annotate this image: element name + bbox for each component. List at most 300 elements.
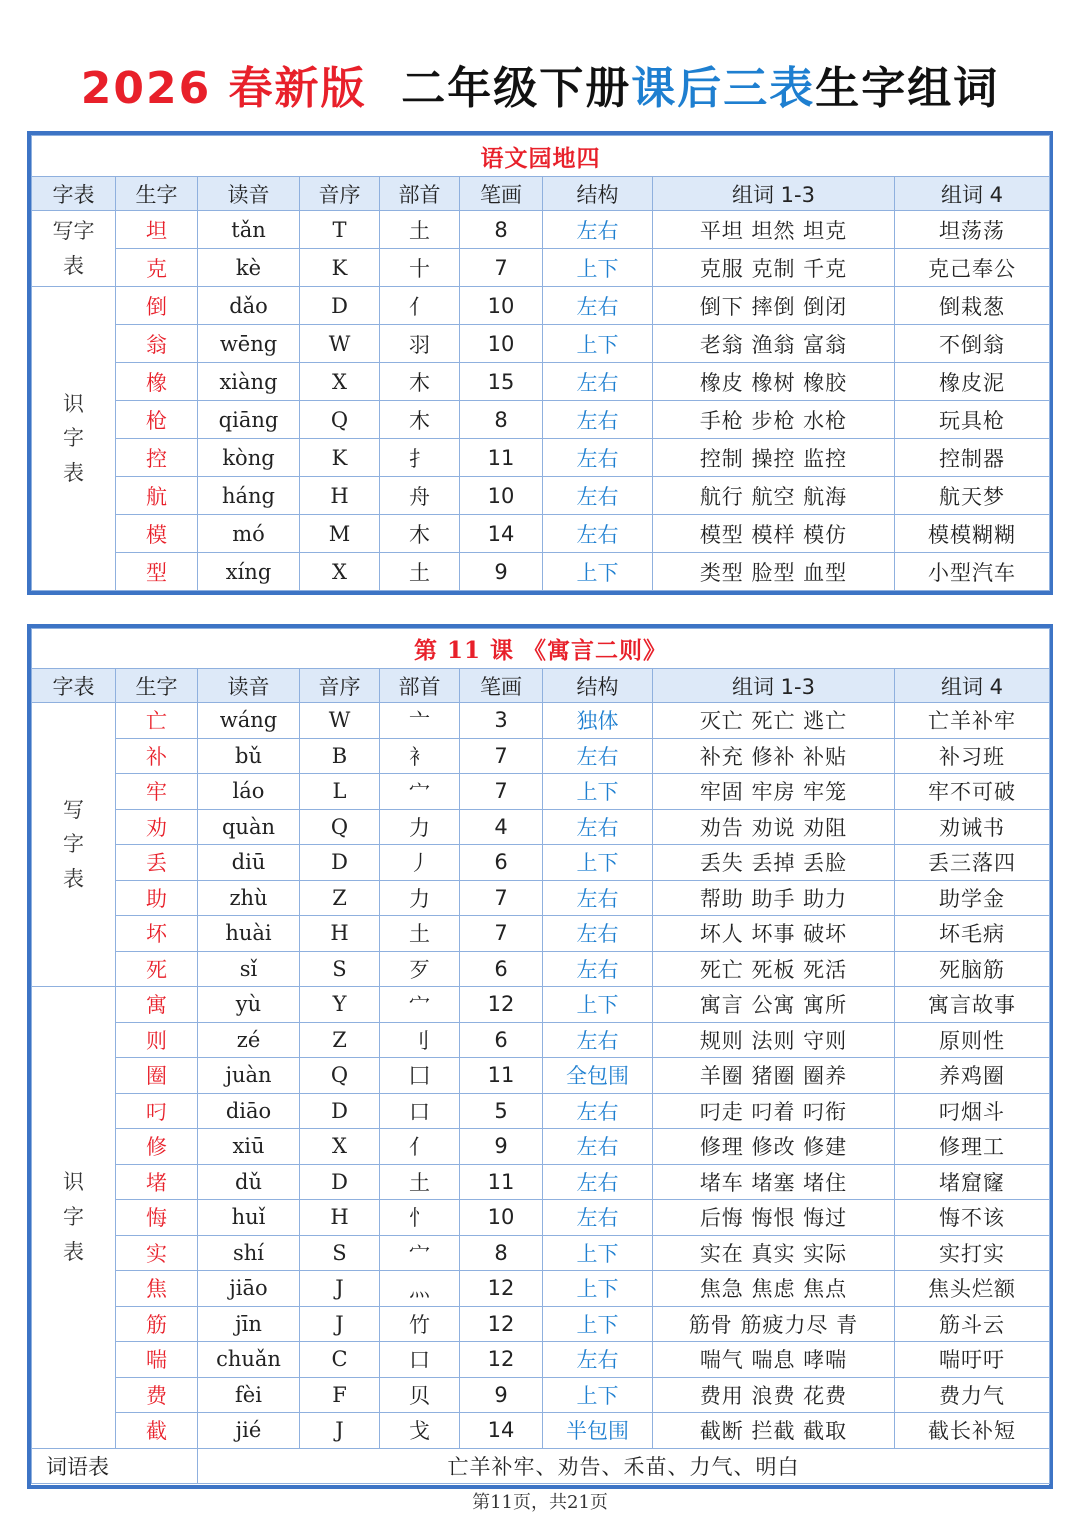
word4-cell: 悔不该 bbox=[895, 1200, 1050, 1236]
radical-cell: 土 bbox=[380, 916, 460, 952]
pinyin-cell: kòng bbox=[198, 439, 300, 477]
radical-cell: 丿 bbox=[380, 845, 460, 881]
char-cell: 悔 bbox=[116, 1200, 198, 1236]
words-cell: 老翁 渔翁 富翁 bbox=[653, 325, 895, 363]
word4-cell: 养鸡圈 bbox=[895, 1058, 1050, 1094]
strokes-cell: 8 bbox=[460, 1235, 543, 1271]
page-title bbox=[0, 52, 1080, 116]
letter-cell: W bbox=[300, 325, 380, 363]
word4-cell: 叼烟斗 bbox=[895, 1093, 1050, 1129]
words-cell: 牢固 牢房 牢笼 bbox=[653, 774, 895, 810]
pinyin-cell: láo bbox=[198, 774, 300, 810]
radical-cell: 口 bbox=[380, 1342, 460, 1378]
pinyin-cell: shí bbox=[198, 1235, 300, 1271]
word4-cell: 坏毛病 bbox=[895, 916, 1050, 952]
structure-cell: 左右 bbox=[543, 1093, 653, 1129]
char-cell: 翁 bbox=[116, 325, 198, 363]
structure-cell: 上下 bbox=[543, 1271, 653, 1307]
table-row bbox=[32, 845, 1050, 881]
radical-cell: 力 bbox=[380, 809, 460, 845]
words-cell: 焦急 焦虑 焦点 bbox=[653, 1271, 895, 1307]
structure-cell: 左右 bbox=[543, 1129, 653, 1165]
group-label: 识 字 表 bbox=[32, 987, 116, 1449]
strokes-cell: 6 bbox=[460, 951, 543, 987]
table-row bbox=[32, 1058, 1050, 1094]
letter-cell: D bbox=[300, 1164, 380, 1200]
structure-cell: 左右 bbox=[543, 1164, 653, 1200]
words-cell: 补充 修补 补贴 bbox=[653, 738, 895, 774]
table-row bbox=[32, 477, 1050, 515]
pinyin-cell: mó bbox=[198, 515, 300, 553]
letter-cell: T bbox=[300, 211, 380, 249]
word4-cell: 坦荡荡 bbox=[895, 211, 1050, 249]
words-cell: 羊圈 猪圈 圈养 bbox=[653, 1058, 895, 1094]
char-cell: 费 bbox=[116, 1377, 198, 1413]
col-header-radical: 部首 bbox=[380, 177, 460, 211]
table-row bbox=[32, 916, 1050, 952]
table-row bbox=[32, 249, 1050, 287]
strokes-cell: 12 bbox=[460, 1271, 543, 1307]
pinyin-cell: zé bbox=[198, 1022, 300, 1058]
header-row bbox=[32, 669, 1050, 703]
strokes-cell: 9 bbox=[460, 1377, 543, 1413]
header-row bbox=[32, 177, 1050, 211]
table-row bbox=[32, 1164, 1050, 1200]
strokes-cell: 11 bbox=[460, 439, 543, 477]
word4-cell: 原则性 bbox=[895, 1022, 1050, 1058]
structure-cell: 上下 bbox=[543, 1235, 653, 1271]
structure-cell: 左右 bbox=[543, 951, 653, 987]
pinyin-cell: qiāng bbox=[198, 401, 300, 439]
structure-cell: 上下 bbox=[543, 553, 653, 591]
structure-cell: 上下 bbox=[543, 1306, 653, 1342]
char-cell: 喘 bbox=[116, 1342, 198, 1378]
col-header-letter: 音序 bbox=[300, 669, 380, 703]
table-row bbox=[32, 287, 1050, 325]
char-cell: 枪 bbox=[116, 401, 198, 439]
table-row bbox=[32, 1271, 1050, 1307]
pinyin-cell: quàn bbox=[198, 809, 300, 845]
pinyin-cell: kè bbox=[198, 249, 300, 287]
letter-cell: X bbox=[300, 553, 380, 591]
letter-cell: S bbox=[300, 951, 380, 987]
pinyin-cell: háng bbox=[198, 477, 300, 515]
structure-cell: 全包围 bbox=[543, 1058, 653, 1094]
words-cell: 实在 真实 实际 bbox=[653, 1235, 895, 1271]
col-header-words: 组词 1-3 bbox=[653, 669, 895, 703]
table-row bbox=[32, 439, 1050, 477]
letter-cell: J bbox=[300, 1271, 380, 1307]
char-cell: 模 bbox=[116, 515, 198, 553]
table-row bbox=[32, 325, 1050, 363]
char-cell: 坏 bbox=[116, 916, 198, 952]
word4-cell: 模模糊糊 bbox=[895, 515, 1050, 553]
words-cell: 费用 浪费 花费 bbox=[653, 1377, 895, 1413]
word4-cell: 橡皮泥 bbox=[895, 363, 1050, 401]
col-header-strokes: 笔画 bbox=[460, 177, 543, 211]
pinyin-cell: tǎn bbox=[198, 211, 300, 249]
strokes-cell: 4 bbox=[460, 809, 543, 845]
letter-cell: H bbox=[300, 1200, 380, 1236]
structure-cell: 独体 bbox=[543, 703, 653, 739]
strokes-cell: 6 bbox=[460, 845, 543, 881]
radical-cell: 亻 bbox=[380, 1129, 460, 1165]
letter-cell: Q bbox=[300, 1058, 380, 1094]
char-cell: 控 bbox=[116, 439, 198, 477]
strokes-cell: 7 bbox=[460, 880, 543, 916]
pinyin-cell: xiàng bbox=[198, 363, 300, 401]
letter-cell: F bbox=[300, 1377, 380, 1413]
structure-cell: 左右 bbox=[543, 738, 653, 774]
strokes-cell: 12 bbox=[460, 1306, 543, 1342]
char-cell: 修 bbox=[116, 1129, 198, 1165]
col-header-pinyin: 读音 bbox=[198, 177, 300, 211]
page-footer: 第11页，共21页 bbox=[472, 1492, 608, 1513]
group-label: 识 字 表 bbox=[32, 287, 116, 591]
col-header-pinyin: 读音 bbox=[198, 669, 300, 703]
word4-cell: 截长补短 bbox=[895, 1413, 1050, 1449]
radical-cell: 贝 bbox=[380, 1377, 460, 1413]
strokes-cell: 10 bbox=[460, 477, 543, 515]
words-cell: 截断 拦截 截取 bbox=[653, 1413, 895, 1449]
radical-cell: 木 bbox=[380, 363, 460, 401]
title-subject: 生字组词 bbox=[815, 63, 1000, 114]
letter-cell: D bbox=[300, 287, 380, 325]
structure-cell: 左右 bbox=[543, 439, 653, 477]
pinyin-cell: diāo bbox=[198, 1093, 300, 1129]
char-cell: 航 bbox=[116, 477, 198, 515]
section-title: 语文园地四 bbox=[32, 136, 1050, 177]
structure-cell: 左右 bbox=[543, 809, 653, 845]
strokes-cell: 10 bbox=[460, 1200, 543, 1236]
words-cell: 倒下 摔倒 倒闭 bbox=[653, 287, 895, 325]
strokes-cell: 7 bbox=[460, 738, 543, 774]
structure-cell: 上下 bbox=[543, 774, 653, 810]
letter-cell: B bbox=[300, 738, 380, 774]
word4-cell: 助学金 bbox=[895, 880, 1050, 916]
col-header-structure: 结构 bbox=[543, 669, 653, 703]
strokes-cell: 14 bbox=[460, 1413, 543, 1449]
letter-cell: X bbox=[300, 1129, 380, 1165]
strokes-cell: 7 bbox=[460, 774, 543, 810]
radical-cell: 土 bbox=[380, 1164, 460, 1200]
table-row bbox=[32, 1022, 1050, 1058]
table-row bbox=[32, 1200, 1050, 1236]
char-cell: 实 bbox=[116, 1235, 198, 1271]
pinyin-cell: bǔ bbox=[198, 738, 300, 774]
word4-cell: 控制器 bbox=[895, 439, 1050, 477]
table-row bbox=[32, 774, 1050, 810]
radical-cell: 羽 bbox=[380, 325, 460, 363]
radical-cell: 竹 bbox=[380, 1306, 460, 1342]
words-cell: 堵车 堵塞 堵住 bbox=[653, 1164, 895, 1200]
letter-cell: Q bbox=[300, 809, 380, 845]
strokes-cell: 15 bbox=[460, 363, 543, 401]
table-row bbox=[32, 553, 1050, 591]
table-row bbox=[32, 987, 1050, 1023]
strokes-cell: 10 bbox=[460, 287, 543, 325]
structure-cell: 上下 bbox=[543, 325, 653, 363]
words-cell: 控制 操控 监控 bbox=[653, 439, 895, 477]
letter-cell: S bbox=[300, 1235, 380, 1271]
strokes-cell: 12 bbox=[460, 987, 543, 1023]
words-cell: 喘气 喘息 哮喘 bbox=[653, 1342, 895, 1378]
table-row bbox=[32, 703, 1050, 739]
letter-cell: Z bbox=[300, 1022, 380, 1058]
strokes-cell: 7 bbox=[460, 249, 543, 287]
vocab-words: 亡羊补牢、劝告、禾苗、力气、明白 bbox=[198, 1448, 1050, 1483]
words-cell: 模型 模样 模仿 bbox=[653, 515, 895, 553]
word4-cell: 小型汽车 bbox=[895, 553, 1050, 591]
radical-cell: 刂 bbox=[380, 1022, 460, 1058]
strokes-cell: 8 bbox=[460, 401, 543, 439]
char-cell: 助 bbox=[116, 880, 198, 916]
table-row bbox=[32, 1413, 1050, 1449]
word4-cell: 倒栽葱 bbox=[895, 287, 1050, 325]
pinyin-cell: jiāo bbox=[198, 1271, 300, 1307]
word4-cell: 丢三落四 bbox=[895, 845, 1050, 881]
radical-cell: 舟 bbox=[380, 477, 460, 515]
section-title-row bbox=[32, 136, 1050, 177]
strokes-cell: 9 bbox=[460, 1129, 543, 1165]
letter-cell: Q bbox=[300, 401, 380, 439]
pinyin-cell: jié bbox=[198, 1413, 300, 1449]
strokes-cell: 14 bbox=[460, 515, 543, 553]
col-header-letter: 音序 bbox=[300, 177, 380, 211]
radical-cell: 忄 bbox=[380, 1200, 460, 1236]
char-cell: 橡 bbox=[116, 363, 198, 401]
word4-cell: 死脑筋 bbox=[895, 951, 1050, 987]
letter-cell: H bbox=[300, 916, 380, 952]
radical-cell: 宀 bbox=[380, 774, 460, 810]
section-table-1 bbox=[27, 131, 1053, 595]
radical-cell: 亻 bbox=[380, 287, 460, 325]
letter-cell: D bbox=[300, 1093, 380, 1129]
letter-cell: Z bbox=[300, 880, 380, 916]
section-title: 第 11 课 《寓言二则》 bbox=[32, 629, 1050, 669]
table-row bbox=[32, 1377, 1050, 1413]
pinyin-cell: dǔ bbox=[198, 1164, 300, 1200]
char-cell: 堵 bbox=[116, 1164, 198, 1200]
word4-cell: 劝诫书 bbox=[895, 809, 1050, 845]
radical-cell: 土 bbox=[380, 211, 460, 249]
radical-cell: 宀 bbox=[380, 1235, 460, 1271]
radical-cell: 十 bbox=[380, 249, 460, 287]
pinyin-cell: juàn bbox=[198, 1058, 300, 1094]
words-cell: 坏人 坏事 破坏 bbox=[653, 916, 895, 952]
radical-cell: 土 bbox=[380, 553, 460, 591]
table-row bbox=[32, 1235, 1050, 1271]
table-row bbox=[32, 1129, 1050, 1165]
words-cell: 后悔 悔恨 悔过 bbox=[653, 1200, 895, 1236]
group-label: 写 字 表 bbox=[32, 703, 116, 987]
col-header-word4: 组词 4 bbox=[895, 669, 1050, 703]
pinyin-cell: chuǎn bbox=[198, 1342, 300, 1378]
radical-cell: 衤 bbox=[380, 738, 460, 774]
col-header-list: 字表 bbox=[32, 177, 116, 211]
pinyin-cell: wēng bbox=[198, 325, 300, 363]
word4-cell: 克己奉公 bbox=[895, 249, 1050, 287]
col-header-radical: 部首 bbox=[380, 669, 460, 703]
char-cell: 倒 bbox=[116, 287, 198, 325]
word4-cell: 喘吁吁 bbox=[895, 1342, 1050, 1378]
char-cell: 则 bbox=[116, 1022, 198, 1058]
word4-cell: 玩具枪 bbox=[895, 401, 1050, 439]
col-header-structure: 结构 bbox=[543, 177, 653, 211]
strokes-cell: 8 bbox=[460, 211, 543, 249]
structure-cell: 上下 bbox=[543, 1377, 653, 1413]
structure-cell: 左右 bbox=[543, 211, 653, 249]
col-header-list: 字表 bbox=[32, 669, 116, 703]
table-row bbox=[32, 880, 1050, 916]
letter-cell: K bbox=[300, 249, 380, 287]
radical-cell: 木 bbox=[380, 515, 460, 553]
table-row bbox=[32, 363, 1050, 401]
table-row bbox=[32, 515, 1050, 553]
words-cell: 死亡 死板 死活 bbox=[653, 951, 895, 987]
word4-cell: 航天梦 bbox=[895, 477, 1050, 515]
char-cell: 克 bbox=[116, 249, 198, 287]
letter-cell: L bbox=[300, 774, 380, 810]
col-header-char: 生字 bbox=[116, 177, 198, 211]
word4-cell: 不倒翁 bbox=[895, 325, 1050, 363]
section-table-2 bbox=[27, 624, 1053, 1489]
pinyin-cell: dǎo bbox=[198, 287, 300, 325]
table-row bbox=[32, 1342, 1050, 1378]
strokes-cell: 5 bbox=[460, 1093, 543, 1129]
strokes-cell: 9 bbox=[460, 553, 543, 591]
pinyin-cell: zhù bbox=[198, 880, 300, 916]
char-cell: 补 bbox=[116, 738, 198, 774]
table-row bbox=[32, 401, 1050, 439]
pinyin-cell: xíng bbox=[198, 553, 300, 591]
strokes-cell: 6 bbox=[460, 1022, 543, 1058]
word4-cell: 费力气 bbox=[895, 1377, 1050, 1413]
radical-cell: 力 bbox=[380, 880, 460, 916]
words-cell: 橡皮 橡树 橡胶 bbox=[653, 363, 895, 401]
structure-cell: 上下 bbox=[543, 987, 653, 1023]
title-highlight: 课后三表 bbox=[631, 63, 816, 114]
word4-cell: 寓言故事 bbox=[895, 987, 1050, 1023]
pinyin-cell: sǐ bbox=[198, 951, 300, 987]
char-cell: 焦 bbox=[116, 1271, 198, 1307]
radical-cell: 木 bbox=[380, 401, 460, 439]
letter-cell: W bbox=[300, 703, 380, 739]
letter-cell: C bbox=[300, 1342, 380, 1378]
structure-cell: 左右 bbox=[543, 363, 653, 401]
col-header-words: 组词 1-3 bbox=[653, 177, 895, 211]
word4-cell: 亡羊补牢 bbox=[895, 703, 1050, 739]
radical-cell: 囗 bbox=[380, 1058, 460, 1094]
title-year: 2026 春新版 bbox=[80, 63, 367, 114]
words-cell: 灭亡 死亡 逃亡 bbox=[653, 703, 895, 739]
section-title-row bbox=[32, 629, 1050, 669]
col-header-char: 生字 bbox=[116, 669, 198, 703]
char-cell: 叼 bbox=[116, 1093, 198, 1129]
radical-cell: 灬 bbox=[380, 1271, 460, 1307]
char-cell: 筋 bbox=[116, 1306, 198, 1342]
letter-cell: D bbox=[300, 845, 380, 881]
words-cell: 规则 法则 守则 bbox=[653, 1022, 895, 1058]
letter-cell: J bbox=[300, 1413, 380, 1449]
letter-cell: J bbox=[300, 1306, 380, 1342]
structure-cell: 左右 bbox=[543, 515, 653, 553]
words-cell: 克服 克制 千克 bbox=[653, 249, 895, 287]
char-cell: 寓 bbox=[116, 987, 198, 1023]
structure-cell: 上下 bbox=[543, 845, 653, 881]
words-cell: 修理 修改 修建 bbox=[653, 1129, 895, 1165]
words-cell: 叼走 叼着 叼衔 bbox=[653, 1093, 895, 1129]
table-row bbox=[32, 809, 1050, 845]
word4-cell: 牢不可破 bbox=[895, 774, 1050, 810]
structure-cell: 左右 bbox=[543, 880, 653, 916]
table-row bbox=[32, 1093, 1050, 1129]
strokes-cell: 10 bbox=[460, 325, 543, 363]
structure-cell: 左右 bbox=[543, 1022, 653, 1058]
words-cell: 平坦 坦然 坦克 bbox=[653, 211, 895, 249]
char-cell: 亡 bbox=[116, 703, 198, 739]
pinyin-cell: wáng bbox=[198, 703, 300, 739]
radical-cell: 亠 bbox=[380, 703, 460, 739]
strokes-cell: 11 bbox=[460, 1164, 543, 1200]
words-cell: 类型 脸型 血型 bbox=[653, 553, 895, 591]
letter-cell: X bbox=[300, 363, 380, 401]
col-header-strokes: 笔画 bbox=[460, 669, 543, 703]
word4-cell: 修理工 bbox=[895, 1129, 1050, 1165]
structure-cell: 左右 bbox=[543, 477, 653, 515]
word4-cell: 补习班 bbox=[895, 738, 1050, 774]
strokes-cell: 3 bbox=[460, 703, 543, 739]
word4-cell: 筋斗云 bbox=[895, 1306, 1050, 1342]
char-cell: 圈 bbox=[116, 1058, 198, 1094]
words-cell: 劝告 劝说 劝阻 bbox=[653, 809, 895, 845]
table-row bbox=[32, 1306, 1050, 1342]
letter-cell: Y bbox=[300, 987, 380, 1023]
strokes-cell: 12 bbox=[460, 1342, 543, 1378]
pinyin-cell: jīn bbox=[198, 1306, 300, 1342]
strokes-cell: 7 bbox=[460, 916, 543, 952]
pinyin-cell: xiū bbox=[198, 1129, 300, 1165]
structure-cell: 半包围 bbox=[543, 1413, 653, 1449]
char-cell: 死 bbox=[116, 951, 198, 987]
letter-cell: M bbox=[300, 515, 380, 553]
table-row bbox=[32, 738, 1050, 774]
vocab-label: 词语表 bbox=[32, 1448, 198, 1483]
radical-cell: 戈 bbox=[380, 1413, 460, 1449]
char-cell: 坦 bbox=[116, 211, 198, 249]
char-cell: 牢 bbox=[116, 774, 198, 810]
vocab-row bbox=[32, 1448, 1050, 1483]
structure-cell: 左右 bbox=[543, 401, 653, 439]
col-header-word4: 组词 4 bbox=[895, 177, 1050, 211]
pinyin-cell: huài bbox=[198, 916, 300, 952]
words-cell: 手枪 步枪 水枪 bbox=[653, 401, 895, 439]
pinyin-cell: huǐ bbox=[198, 1200, 300, 1236]
char-cell: 劝 bbox=[116, 809, 198, 845]
radical-cell: 宀 bbox=[380, 987, 460, 1023]
structure-cell: 上下 bbox=[543, 249, 653, 287]
pinyin-cell: diū bbox=[198, 845, 300, 881]
structure-cell: 左右 bbox=[543, 916, 653, 952]
char-cell: 型 bbox=[116, 553, 198, 591]
char-cell: 丢 bbox=[116, 845, 198, 881]
structure-cell: 左右 bbox=[543, 1342, 653, 1378]
structure-cell: 左右 bbox=[543, 287, 653, 325]
words-cell: 帮助 助手 助力 bbox=[653, 880, 895, 916]
group-label: 写字 表 bbox=[32, 211, 116, 287]
radical-cell: 口 bbox=[380, 1093, 460, 1129]
words-cell: 寓言 公寓 寓所 bbox=[653, 987, 895, 1023]
